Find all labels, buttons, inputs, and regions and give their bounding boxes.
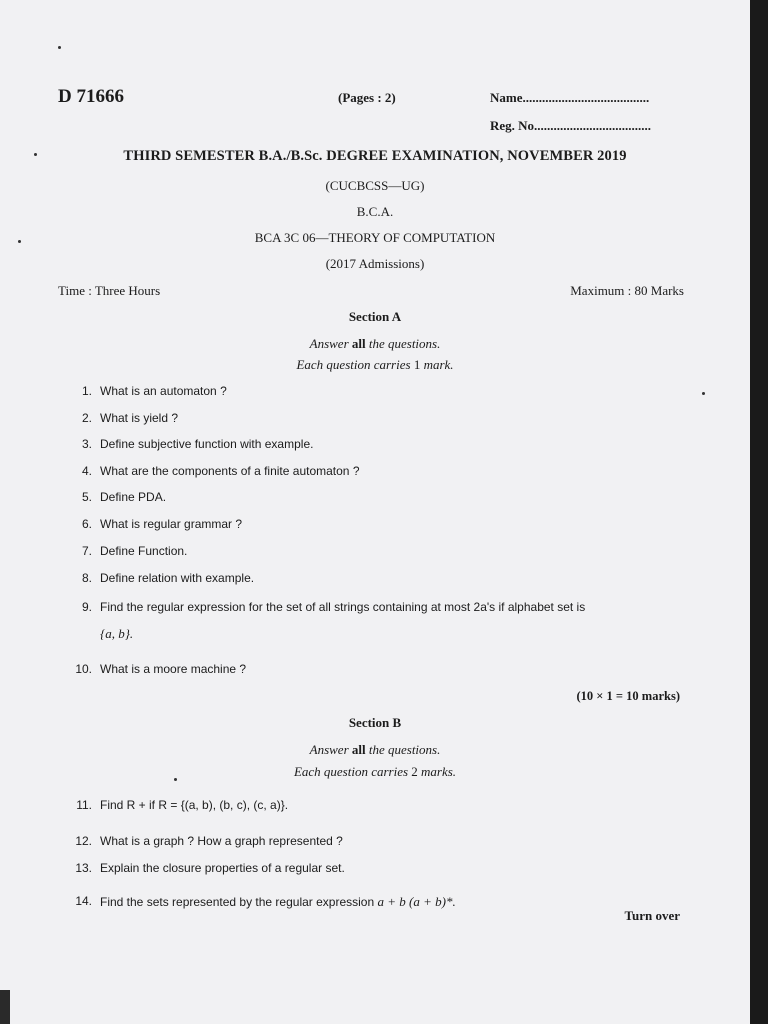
scan-speck — [58, 46, 61, 49]
question-number: 5. — [81, 490, 92, 504]
exam-title: THIRD SEMESTER B.A./B.Sc. DEGREE EXAMINATION, NOVEMBER 2019 — [123, 148, 627, 164]
section-a-instruction-2: Each question carries 1 mark. — [296, 357, 454, 372]
section-b-instruction-2: Each question carries 2 marks. — [293, 764, 457, 779]
admissions: (2017 Admissions) — [325, 256, 425, 271]
section-b-instruction-1: Answer all the questions. — [309, 742, 441, 757]
name-field: Name....................................... — [490, 90, 650, 105]
section-a-instruction-1: Answer all the questions. — [309, 336, 441, 351]
scan-edge — [0, 990, 10, 1024]
question-number: 7. — [81, 544, 92, 558]
question-text: Find R + if R = {(a, b), (b, c), (c, a)}. — [100, 798, 289, 812]
question-text: What is regular grammar ? — [100, 517, 243, 531]
question-text: Explain the closure properties of a regular set. — [100, 861, 345, 875]
question-text: Define PDA. — [100, 490, 167, 504]
question-text: What are the components of a finite automaton ? — [100, 464, 360, 478]
question-number: 10. — [75, 662, 92, 676]
scan-speck — [174, 778, 177, 781]
page-count: (Pages : 2) — [338, 90, 396, 105]
question-continuation: {a, b}. — [100, 626, 134, 641]
exam-programme: B.C.A. — [356, 204, 394, 219]
question-number: 4. — [81, 464, 92, 478]
course-title: BCA 3C 06—THEORY OF COMPUTATION — [254, 230, 496, 245]
question-text: Find the regular expression for the set of all strings containing at most 2a's if alphabet set is — [100, 600, 586, 614]
exam-scheme: (CUCBCSS—UG) — [325, 178, 425, 193]
question-number: 13. — [75, 861, 92, 875]
question-number: 3. — [81, 437, 92, 451]
question-text: Define relation with example. — [100, 571, 255, 585]
reg-no-field: Reg. No.................................... — [490, 118, 652, 133]
question-number: 11. — [76, 798, 92, 812]
question-number: 12. — [75, 834, 92, 848]
exam-duration: Time : Three Hours — [58, 283, 161, 298]
question-text: What is a graph ? How a graph represented ? — [100, 834, 343, 848]
paper-code: D 71666 — [58, 86, 124, 107]
turn-over-note: Turn over — [624, 908, 680, 923]
question-number: 8. — [81, 571, 92, 585]
question-number: 9. — [81, 600, 92, 614]
question-text: What is an automaton ? — [100, 384, 227, 398]
question-number: 6. — [81, 517, 92, 531]
question-text: What is a moore machine ? — [100, 662, 247, 676]
maximum-marks: Maximum : 80 Marks — [570, 283, 684, 298]
question-text: Define Function. — [100, 544, 188, 558]
scan-speck — [18, 240, 21, 243]
question-text: Find the sets represented by the regular expression a + b (a + b)*. — [100, 894, 456, 909]
scan-speck — [702, 392, 705, 395]
section-b-heading: Section B — [348, 715, 402, 730]
question-text: Define subjective function with example. — [100, 437, 314, 451]
question-text: What is yield ? — [100, 411, 179, 425]
section-a-heading: Section A — [348, 309, 402, 324]
question-number: 2. — [81, 411, 92, 425]
question-number: 14. — [75, 894, 92, 908]
section-a-marks: (10 × 1 = 10 marks) — [576, 689, 680, 703]
question-number: 1. — [81, 384, 92, 398]
scan-speck — [34, 153, 37, 156]
